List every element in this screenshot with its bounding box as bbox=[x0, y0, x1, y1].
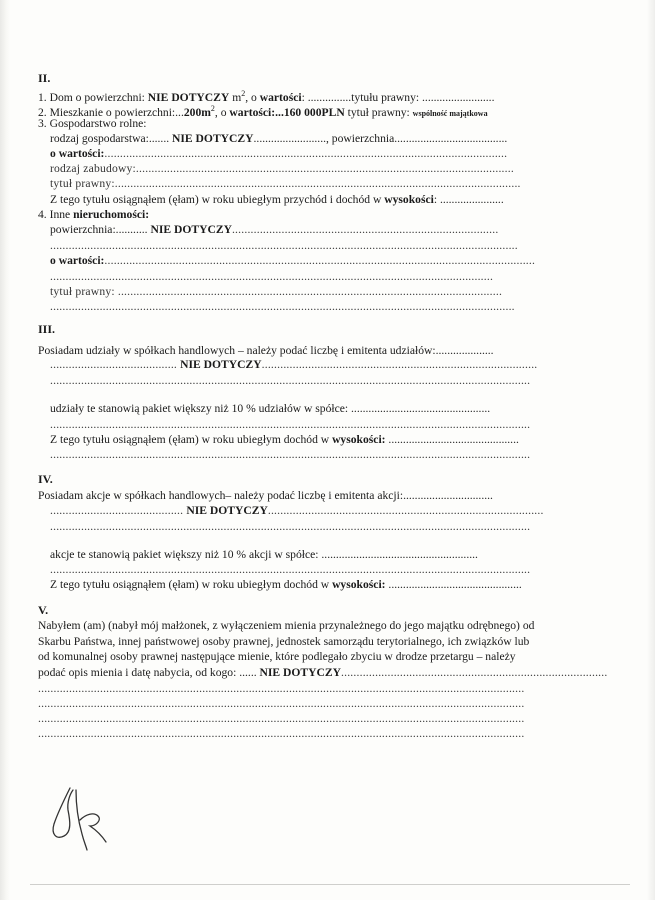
dotted-line: ........................................................................................................................................................... bbox=[50, 374, 531, 387]
stocks-line: Posiadam akcje w spółkach handlowych– należy podać liczbę i emitenta akcji:............................... bbox=[38, 489, 493, 502]
dotted-line: ............................................................................................................................................................. bbox=[38, 712, 525, 725]
acquired-paragraph-line-1: Nabyłem (am) (nabył mój małżonek, z wyłączeniem mienia przynależnego do jego majątku odrębnego) od bbox=[38, 619, 535, 632]
other-value-line: o wartości:........................................................................................................................................... bbox=[50, 254, 536, 267]
farm-title-line: tytuł prawny:................................................................................................................................... bbox=[50, 177, 521, 190]
dotted-line: ............................................................................................................................................................. bbox=[38, 727, 525, 740]
section-3-heading: III. bbox=[38, 322, 56, 336]
scan-shadow-right bbox=[647, 0, 655, 900]
scan-shadow-left bbox=[0, 0, 10, 900]
farm-type-line: rodzaj gospodarstwa:....... NIE DOTYCZY........................., powierzchnia....................................... bbox=[50, 132, 508, 145]
shares-package-line: udziały te stanowią pakiet większy niż 10 % udziałów w spółce: ................................................ bbox=[50, 402, 491, 415]
dotted-line: ........................................................................................................................................................... bbox=[50, 520, 531, 533]
acquired-paragraph-line-2: Skarbu Państwa, innej państwowej osoby prawnej, jednostek samorządu terytorialnego, ich związków lub bbox=[38, 635, 530, 648]
dotted-line: ............................................................................................................................................... bbox=[50, 270, 494, 283]
dotted-line: ........................................................................................................................................................... bbox=[50, 418, 531, 431]
house-line: 1. Dom o powierzchni: NIE DOTYCZY $m^2$, o wartości: ...............tytułu prawny: ......................... bbox=[38, 89, 495, 104]
stocks-package-line: akcje te stanowią pakiet większy niż 10 % akcji w spółce: ...................................................... bbox=[50, 548, 478, 561]
other-property-heading: 4. Inne nieruchomości: bbox=[38, 208, 150, 221]
shares-income-line: Z tego tytułu osiągnąłem (ęłam) w roku ubiegłym dochód w wysokości: ............................................. bbox=[50, 433, 519, 446]
farm-buildings-line: rodzaj zabudowy:.......................................................................................................................... bbox=[50, 162, 514, 175]
section-5-heading: V. bbox=[38, 603, 49, 617]
apartment-line: 2. Mieszkanie o $powierzchni:...200m^2$, o wartości:...160 000PLN tytuł prawny: wspólność majątkowa bbox=[38, 104, 488, 119]
acquired-paragraph-line-3: od komunalnej osoby prawnej następujące mienie, które podlegało zbyciu w drodze przetargu – należy bbox=[38, 650, 516, 663]
stocks-answer-line: ........................................... NIE DOTYCZY......................................................................................... bbox=[50, 504, 544, 517]
farm-heading: 3. Gospodarstwo rolne: bbox=[38, 117, 147, 130]
dotted-line: ........................................................................................................................................................... bbox=[50, 448, 531, 461]
dotted-line: ....................................................................................................................................................... bbox=[50, 239, 518, 252]
dotted-line: ............................................................................................................................................................. bbox=[38, 682, 525, 695]
handwritten-signature-icon bbox=[40, 780, 120, 860]
dotted-line: ...................................................................................................................................................... bbox=[50, 300, 515, 313]
farm-value-line: o wartości:.................................................................................................................................. bbox=[50, 147, 508, 160]
section-4-heading: IV. bbox=[38, 472, 53, 486]
dotted-line: ........................................................................................................................................................... bbox=[50, 563, 531, 576]
other-title-line: tytuł prawny: ............................................................................................................................ bbox=[50, 285, 503, 298]
farm-income-line: Z tego tytułu osiągnąłem (ęłam) w roku ubiegłym przychód i dochód w wysokości: ...................... bbox=[50, 193, 504, 206]
stocks-income-line: Z tego tytułu osiągnąłem (ęłam) w roku ubiegłym dochód w wysokości: .............................................. bbox=[50, 578, 522, 591]
shares-line: Posiadam udziały w spółkach handlowych – należy podać liczbę i emitenta udziałów:.................... bbox=[38, 344, 494, 357]
dotted-line: ............................................................................................................................................................. bbox=[38, 697, 525, 710]
shares-answer-line: ......................................... NIE DOTYCZY......................................................................................... bbox=[50, 358, 538, 371]
other-area-line: powierzchnia:........... NIE DOTYCZY...................................................................................... bbox=[50, 223, 499, 236]
acquired-answer-line: podać opis mienia i datę nabycia, od kogo: ...... NIE DOTYCZY...................................................................................... bbox=[38, 666, 608, 679]
section-2-heading: II. bbox=[38, 71, 51, 85]
page-bottom-edge bbox=[30, 884, 630, 885]
